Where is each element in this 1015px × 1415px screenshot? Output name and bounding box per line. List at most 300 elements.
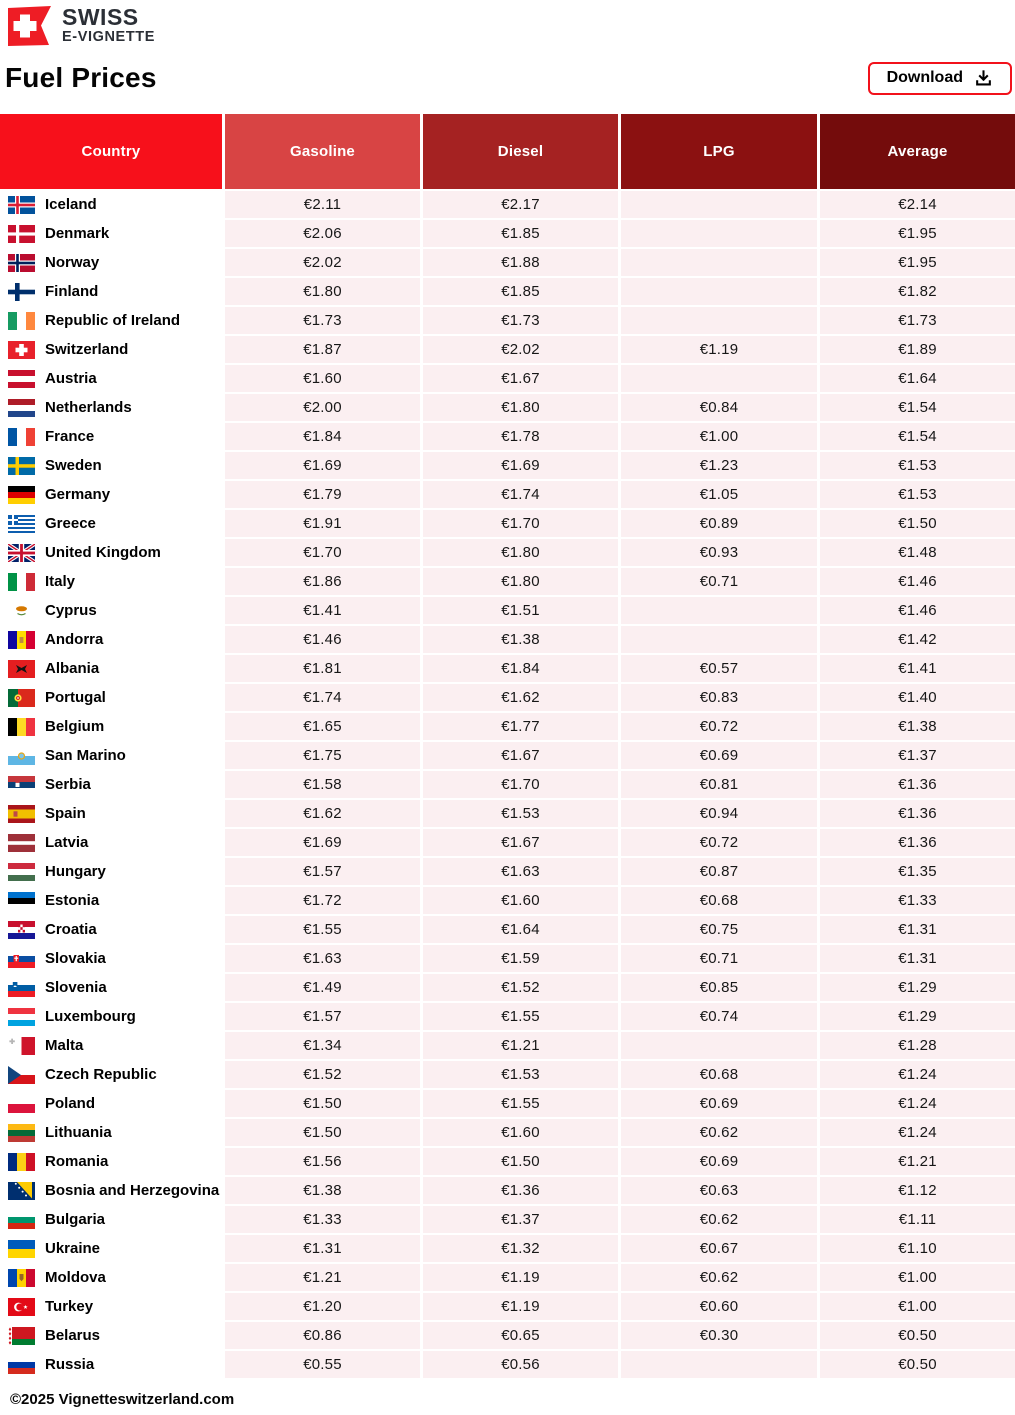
diesel-price-cell: €1.84 — [423, 655, 618, 682]
diesel-price-cell: €1.80 — [423, 539, 618, 566]
diesel-price-cell: €1.85 — [423, 278, 618, 305]
average-price-cell: €1.95 — [820, 220, 1015, 247]
country-cell — [0, 191, 222, 218]
gasoline-price-cell: €1.31 — [225, 1235, 420, 1262]
average-price-cell: €1.10 — [820, 1235, 1015, 1262]
average-price-cell: €1.82 — [820, 278, 1015, 305]
country-name: Finland — [45, 283, 99, 300]
average-price-cell: €1.41 — [820, 655, 1015, 682]
country-cell — [0, 1061, 222, 1088]
country-name: Lithuania — [45, 1124, 112, 1141]
gasoline-price-cell: €1.21 — [225, 1264, 420, 1291]
gasoline-price-cell: €1.72 — [225, 887, 420, 914]
pt-flag-icon — [8, 689, 35, 707]
country-name: Andorra — [45, 631, 104, 648]
download-icon — [974, 69, 993, 88]
gasoline-price-cell: €2.02 — [225, 249, 420, 276]
country-cell — [0, 365, 222, 392]
gasoline-price-cell: €1.86 — [225, 568, 420, 595]
diesel-price-cell: €2.17 — [423, 191, 618, 218]
lpg-price-cell: €0.63 — [621, 1177, 817, 1204]
si-flag-icon — [8, 979, 35, 997]
country-name: Switzerland — [45, 341, 129, 358]
average-price-cell: €1.00 — [820, 1264, 1015, 1291]
gasoline-price-cell: €1.81 — [225, 655, 420, 682]
country-name: Poland — [45, 1095, 96, 1112]
average-price-cell: €1.46 — [820, 568, 1015, 595]
sk-flag-icon — [8, 950, 35, 968]
nl-flag-icon — [8, 399, 35, 417]
diesel-price-cell: €1.55 — [423, 1090, 618, 1117]
lv-flag-icon — [8, 834, 35, 852]
lpg-price-cell — [621, 249, 817, 276]
column-header-gasoline: Gasoline — [225, 114, 420, 189]
average-price-cell: €1.29 — [820, 974, 1015, 1001]
diesel-price-cell: €1.53 — [423, 1061, 618, 1088]
country-name: Bulgaria — [45, 1211, 106, 1228]
ro-flag-icon — [8, 1153, 35, 1171]
country-cell — [0, 510, 222, 537]
al-flag-icon — [8, 660, 35, 678]
lpg-price-cell: €0.67 — [621, 1235, 817, 1262]
average-price-cell: €1.28 — [820, 1032, 1015, 1059]
be-flag-icon — [8, 718, 35, 736]
lpg-price-cell: €0.89 — [621, 510, 817, 537]
lpg-price-cell: €0.62 — [621, 1264, 817, 1291]
diesel-price-cell: €1.67 — [423, 742, 618, 769]
average-price-cell: €1.24 — [820, 1119, 1015, 1146]
country-name: Slovakia — [45, 950, 106, 967]
country-cell — [0, 481, 222, 508]
average-price-cell: €0.50 — [820, 1351, 1015, 1378]
country-name: United Kingdom — [45, 544, 161, 561]
title-row — [5, 59, 1012, 97]
diesel-price-cell: €1.80 — [423, 394, 618, 421]
country-cell — [0, 1090, 222, 1117]
average-price-cell: €1.54 — [820, 423, 1015, 450]
diesel-price-cell: €1.62 — [423, 684, 618, 711]
country-cell — [0, 829, 222, 856]
ad-flag-icon — [8, 631, 35, 649]
at-flag-icon — [8, 370, 35, 388]
diesel-price-cell: €1.88 — [423, 249, 618, 276]
average-price-cell: €1.53 — [820, 452, 1015, 479]
lpg-price-cell — [621, 278, 817, 305]
average-price-cell: €1.54 — [820, 394, 1015, 421]
lpg-price-cell: €0.83 — [621, 684, 817, 711]
average-price-cell: €1.50 — [820, 510, 1015, 537]
lpg-price-cell: €0.81 — [621, 771, 817, 798]
country-name: Republic of Ireland — [45, 312, 181, 329]
country-name: Spain — [45, 805, 86, 822]
brand-logo[interactable] — [0, 0, 1015, 49]
average-price-cell: €1.37 — [820, 742, 1015, 769]
country-cell — [0, 858, 222, 885]
lpg-price-cell — [621, 626, 817, 653]
average-price-cell: €1.53 — [820, 481, 1015, 508]
fi-flag-icon — [8, 283, 35, 301]
gasoline-price-cell: €1.55 — [225, 916, 420, 943]
lpg-price-cell: €0.62 — [621, 1119, 817, 1146]
country-cell — [0, 597, 222, 624]
ba-flag-icon — [8, 1182, 35, 1200]
diesel-price-cell: €1.36 — [423, 1177, 618, 1204]
diesel-price-cell: €1.60 — [423, 1119, 618, 1146]
lpg-price-cell: €0.68 — [621, 887, 817, 914]
diesel-price-cell: €1.78 — [423, 423, 618, 450]
average-price-cell: €1.31 — [820, 916, 1015, 943]
diesel-price-cell: €1.59 — [423, 945, 618, 972]
average-price-cell: €1.21 — [820, 1148, 1015, 1175]
country-name: Latvia — [45, 834, 89, 851]
country-name: Belgium — [45, 718, 105, 735]
column-header-country: Country — [0, 114, 222, 189]
diesel-price-cell: €1.60 — [423, 887, 618, 914]
gasoline-price-cell: €1.65 — [225, 713, 420, 740]
country-cell — [0, 1032, 222, 1059]
average-price-cell: €1.31 — [820, 945, 1015, 972]
lpg-price-cell — [621, 365, 817, 392]
diesel-price-cell: €1.74 — [423, 481, 618, 508]
average-price-cell: €2.14 — [820, 191, 1015, 218]
gasoline-price-cell: €1.50 — [225, 1119, 420, 1146]
sm-flag-icon — [8, 747, 35, 765]
average-price-cell: €1.42 — [820, 626, 1015, 653]
diesel-price-cell: €1.80 — [423, 568, 618, 595]
md-flag-icon — [8, 1269, 35, 1287]
hr-flag-icon — [8, 921, 35, 939]
es-flag-icon — [8, 805, 35, 823]
diesel-price-cell: €1.67 — [423, 365, 618, 392]
cz-flag-icon — [8, 1066, 35, 1084]
country-cell — [0, 626, 222, 653]
gasoline-price-cell: €1.70 — [225, 539, 420, 566]
gasoline-price-cell: €1.74 — [225, 684, 420, 711]
lpg-price-cell: €0.72 — [621, 713, 817, 740]
country-cell — [0, 684, 222, 711]
country-cell — [0, 278, 222, 305]
gasoline-price-cell: €1.49 — [225, 974, 420, 1001]
country-name: France — [45, 428, 95, 445]
average-price-cell: €1.24 — [820, 1061, 1015, 1088]
diesel-price-cell: €1.70 — [423, 771, 618, 798]
lpg-price-cell: €1.23 — [621, 452, 817, 479]
country-name: Italy — [45, 573, 76, 590]
lpg-price-cell — [621, 220, 817, 247]
gasoline-price-cell: €1.20 — [225, 1293, 420, 1320]
lpg-price-cell: €0.69 — [621, 742, 817, 769]
gasoline-price-cell: €1.34 — [225, 1032, 420, 1059]
average-price-cell: €1.24 — [820, 1090, 1015, 1117]
country-name: Denmark — [45, 225, 110, 242]
country-name: Czech Republic — [45, 1066, 157, 1083]
gasoline-price-cell: €1.87 — [225, 336, 420, 363]
country-name: Moldova — [45, 1269, 106, 1286]
lu-flag-icon — [8, 1008, 35, 1026]
no-flag-icon — [8, 254, 35, 272]
country-cell — [0, 1264, 222, 1291]
country-name: Norway — [45, 254, 100, 271]
average-price-cell: €1.33 — [820, 887, 1015, 914]
lpg-price-cell: €0.71 — [621, 945, 817, 972]
country-cell — [0, 1119, 222, 1146]
diesel-price-cell: €1.77 — [423, 713, 618, 740]
country-name: Greece — [45, 515, 96, 532]
lpg-price-cell: €0.84 — [621, 394, 817, 421]
is-flag-icon — [8, 196, 35, 214]
average-price-cell: €1.36 — [820, 829, 1015, 856]
gasoline-price-cell: €2.00 — [225, 394, 420, 421]
country-name: Iceland — [45, 196, 97, 213]
country-cell — [0, 1351, 222, 1378]
gb-flag-icon — [8, 544, 35, 562]
lpg-price-cell: €0.60 — [621, 1293, 817, 1320]
diesel-price-cell: €1.85 — [423, 220, 618, 247]
gasoline-price-cell: €1.80 — [225, 278, 420, 305]
average-price-cell: €1.00 — [820, 1293, 1015, 1320]
average-price-cell: €1.38 — [820, 713, 1015, 740]
country-name: Croatia — [45, 921, 97, 938]
ch-flag-icon — [8, 341, 35, 359]
diesel-price-cell: €1.21 — [423, 1032, 618, 1059]
diesel-price-cell: €1.50 — [423, 1148, 618, 1175]
diesel-price-cell: €1.63 — [423, 858, 618, 885]
diesel-price-cell: €1.67 — [423, 829, 618, 856]
gasoline-price-cell: €0.86 — [225, 1322, 420, 1349]
gasoline-price-cell: €1.58 — [225, 771, 420, 798]
lt-flag-icon — [8, 1124, 35, 1142]
lpg-price-cell: €1.05 — [621, 481, 817, 508]
lpg-price-cell — [621, 191, 817, 218]
diesel-price-cell: €0.65 — [423, 1322, 618, 1349]
fuel-prices-table — [0, 114, 1015, 1378]
gasoline-price-cell: €1.69 — [225, 829, 420, 856]
diesel-price-cell: €1.19 — [423, 1264, 618, 1291]
lpg-price-cell: €0.68 — [621, 1061, 817, 1088]
average-price-cell: €0.50 — [820, 1322, 1015, 1349]
country-cell — [0, 655, 222, 682]
gasoline-price-cell: €1.60 — [225, 365, 420, 392]
country-cell — [0, 1206, 222, 1233]
swiss-flag-banner-icon — [7, 6, 51, 46]
diesel-price-cell: €1.53 — [423, 800, 618, 827]
lpg-price-cell: €0.69 — [621, 1148, 817, 1175]
rs-flag-icon — [8, 776, 35, 794]
column-header-lpg: LPG — [621, 114, 817, 189]
average-price-cell: €1.40 — [820, 684, 1015, 711]
gasoline-price-cell: €1.84 — [225, 423, 420, 450]
country-name: San Marino — [45, 747, 126, 764]
download-button-label: Download — [886, 69, 963, 86]
gasoline-price-cell: €1.41 — [225, 597, 420, 624]
average-price-cell: €1.48 — [820, 539, 1015, 566]
average-price-cell: €1.36 — [820, 800, 1015, 827]
lpg-price-cell — [621, 307, 817, 334]
diesel-price-cell: €1.70 — [423, 510, 618, 537]
gasoline-price-cell: €2.06 — [225, 220, 420, 247]
lpg-price-cell — [621, 1032, 817, 1059]
country-name: Albania — [45, 660, 100, 677]
hu-flag-icon — [8, 863, 35, 881]
lpg-price-cell — [621, 1351, 817, 1378]
lpg-price-cell: €0.85 — [621, 974, 817, 1001]
average-price-cell: €1.35 — [820, 858, 1015, 885]
fr-flag-icon — [8, 428, 35, 446]
country-cell — [0, 568, 222, 595]
country-cell — [0, 394, 222, 421]
brand-name — [62, 3, 156, 46]
average-price-cell: €1.11 — [820, 1206, 1015, 1233]
country-name: Belarus — [45, 1327, 101, 1344]
country-cell — [0, 1235, 222, 1262]
average-price-cell: €1.89 — [820, 336, 1015, 363]
footer-copyright: ©2025 Vignetteswitzerland.com — [10, 1391, 235, 1408]
lpg-price-cell: €0.93 — [621, 539, 817, 566]
country-cell — [0, 249, 222, 276]
gasoline-price-cell: €2.11 — [225, 191, 420, 218]
country-cell — [0, 307, 222, 334]
de-flag-icon — [8, 486, 35, 504]
country-name: Romania — [45, 1153, 109, 1170]
country-name: Bosnia and Herzegovina — [45, 1182, 220, 1199]
average-price-cell: €1.73 — [820, 307, 1015, 334]
diesel-price-cell: €1.37 — [423, 1206, 618, 1233]
country-cell — [0, 1293, 222, 1320]
page-title: Fuel Prices — [5, 62, 157, 93]
average-price-cell: €1.12 — [820, 1177, 1015, 1204]
it-flag-icon — [8, 573, 35, 591]
diesel-price-cell: €1.73 — [423, 307, 618, 334]
country-cell — [0, 1177, 222, 1204]
country-cell — [0, 336, 222, 363]
se-flag-icon — [8, 457, 35, 475]
tr-flag-icon — [8, 1298, 35, 1316]
country-name: Sweden — [45, 457, 102, 474]
lpg-price-cell: €0.62 — [621, 1206, 817, 1233]
cy-flag-icon — [8, 602, 35, 620]
country-cell — [0, 713, 222, 740]
gasoline-price-cell: €1.79 — [225, 481, 420, 508]
gasoline-price-cell: €1.46 — [225, 626, 420, 653]
country-name: Germany — [45, 486, 111, 503]
diesel-price-cell: €1.32 — [423, 1235, 618, 1262]
gasoline-price-cell: €1.63 — [225, 945, 420, 972]
country-name: Netherlands — [45, 399, 132, 416]
brand-name-line2: E-VIGNETTE — [62, 29, 156, 46]
country-cell — [0, 742, 222, 769]
lpg-price-cell: €0.71 — [621, 568, 817, 595]
gasoline-price-cell: €1.57 — [225, 1003, 420, 1030]
lpg-price-cell: €0.74 — [621, 1003, 817, 1030]
diesel-price-cell: €0.56 — [423, 1351, 618, 1378]
lpg-price-cell: €1.00 — [621, 423, 817, 450]
country-cell — [0, 539, 222, 566]
diesel-price-cell: €1.69 — [423, 452, 618, 479]
country-cell — [0, 1148, 222, 1175]
country-name: Portugal — [45, 689, 106, 706]
dk-flag-icon — [8, 225, 35, 243]
diesel-price-cell: €1.19 — [423, 1293, 618, 1320]
country-cell — [0, 452, 222, 479]
country-cell — [0, 771, 222, 798]
country-cell — [0, 1322, 222, 1349]
lpg-price-cell — [621, 597, 817, 624]
lpg-price-cell: €0.30 — [621, 1322, 817, 1349]
country-name: Luxembourg — [45, 1008, 136, 1025]
country-name: Russia — [45, 1356, 95, 1373]
mt-flag-icon — [8, 1037, 35, 1055]
country-name: Cyprus — [45, 602, 97, 619]
country-name: Malta — [45, 1037, 84, 1054]
diesel-price-cell: €2.02 — [423, 336, 618, 363]
country-name: Austria — [45, 370, 97, 387]
ie-flag-icon — [8, 312, 35, 330]
diesel-price-cell: €1.52 — [423, 974, 618, 1001]
gasoline-price-cell: €1.52 — [225, 1061, 420, 1088]
country-name: Hungary — [45, 863, 106, 880]
lpg-price-cell: €0.87 — [621, 858, 817, 885]
gasoline-price-cell: €0.55 — [225, 1351, 420, 1378]
country-name: Ukraine — [45, 1240, 101, 1257]
country-name: Slovenia — [45, 979, 107, 996]
country-cell — [0, 974, 222, 1001]
column-header-diesel: Diesel — [423, 114, 618, 189]
brand-name-line1: SWISS — [62, 3, 139, 30]
country-name: Turkey — [45, 1298, 94, 1315]
average-price-cell: €1.46 — [820, 597, 1015, 624]
country-name: Serbia — [45, 776, 91, 793]
bg-flag-icon — [8, 1211, 35, 1229]
gasoline-price-cell: €1.73 — [225, 307, 420, 334]
country-cell — [0, 887, 222, 914]
lpg-price-cell: €0.57 — [621, 655, 817, 682]
gasoline-price-cell: €1.57 — [225, 858, 420, 885]
lpg-price-cell: €0.94 — [621, 800, 817, 827]
average-price-cell: €1.29 — [820, 1003, 1015, 1030]
gasoline-price-cell: €1.56 — [225, 1148, 420, 1175]
download-button[interactable] — [868, 62, 1012, 95]
country-cell — [0, 800, 222, 827]
ru-flag-icon — [8, 1356, 35, 1374]
gasoline-price-cell: €1.69 — [225, 452, 420, 479]
country-cell — [0, 945, 222, 972]
country-cell — [0, 423, 222, 450]
lpg-price-cell: €1.19 — [621, 336, 817, 363]
gasoline-price-cell: €1.38 — [225, 1177, 420, 1204]
lpg-price-cell: €0.69 — [621, 1090, 817, 1117]
gasoline-price-cell: €1.62 — [225, 800, 420, 827]
average-price-cell: €1.64 — [820, 365, 1015, 392]
by-flag-icon — [8, 1327, 35, 1345]
column-header-average: Average — [820, 114, 1015, 189]
diesel-price-cell: €1.38 — [423, 626, 618, 653]
lpg-price-cell: €0.75 — [621, 916, 817, 943]
diesel-price-cell: €1.55 — [423, 1003, 618, 1030]
country-cell — [0, 916, 222, 943]
pl-flag-icon — [8, 1095, 35, 1113]
country-name: Estonia — [45, 892, 100, 909]
average-price-cell: €1.95 — [820, 249, 1015, 276]
average-price-cell: €1.36 — [820, 771, 1015, 798]
lpg-price-cell: €0.72 — [621, 829, 817, 856]
country-cell — [0, 1003, 222, 1030]
gasoline-price-cell: €1.91 — [225, 510, 420, 537]
gasoline-price-cell: €1.50 — [225, 1090, 420, 1117]
country-cell — [0, 220, 222, 247]
diesel-price-cell: €1.64 — [423, 916, 618, 943]
gr-flag-icon — [8, 515, 35, 533]
gasoline-price-cell: €1.33 — [225, 1206, 420, 1233]
